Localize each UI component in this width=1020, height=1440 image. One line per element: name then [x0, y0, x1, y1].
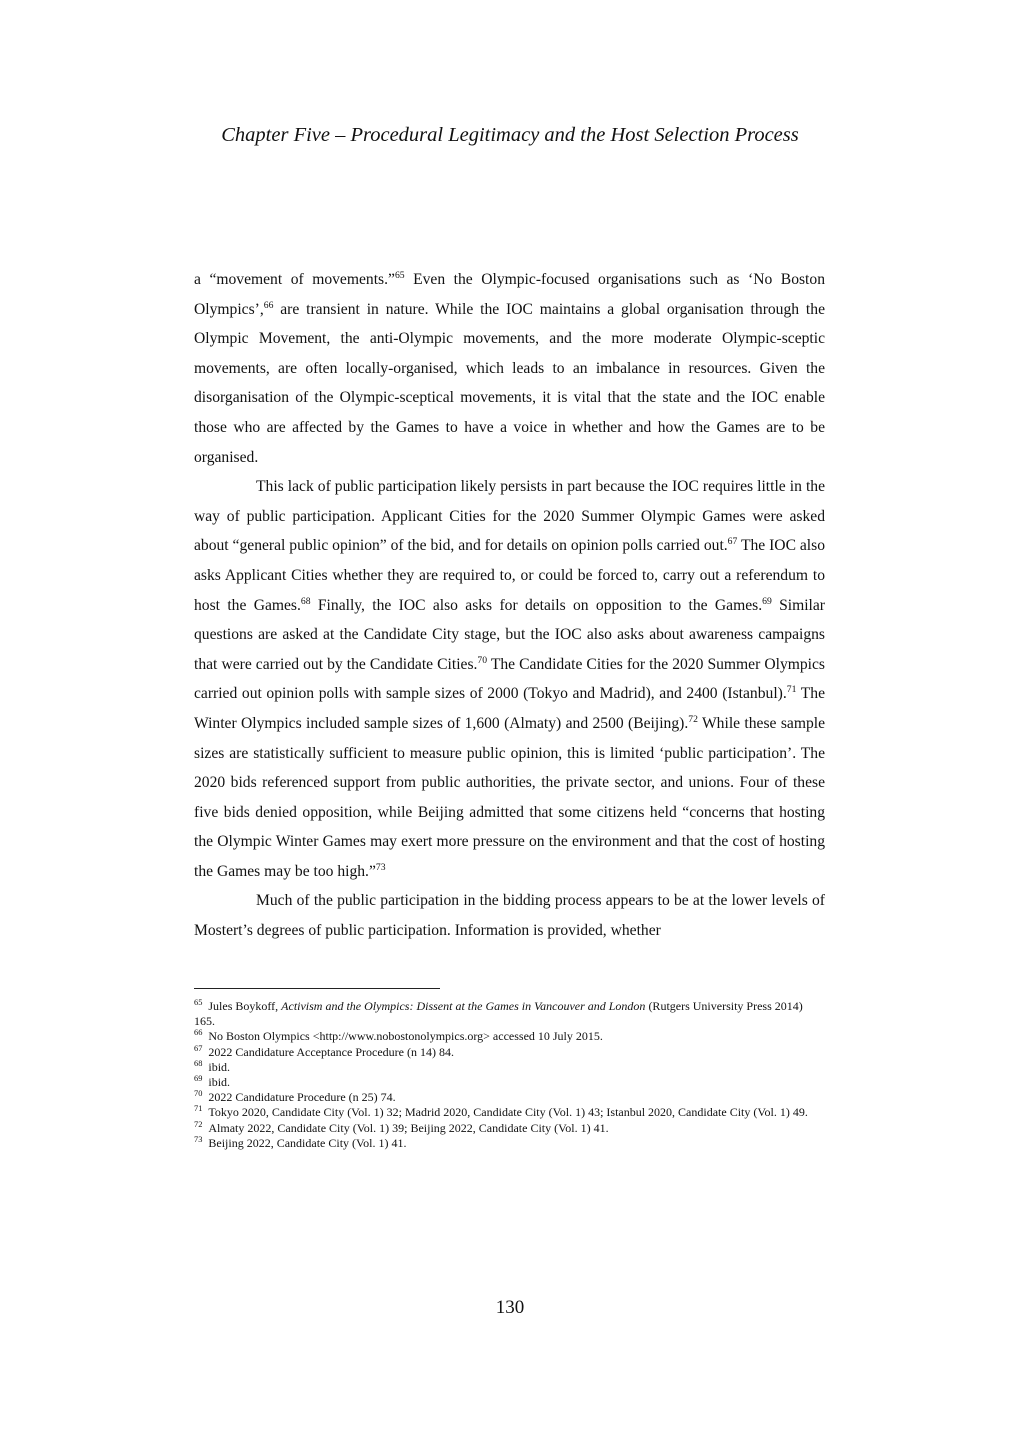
text-run: The Candidate Cities for the 2020 Summer Olympics carried out opinion polls with sample sizes of 2000 (Tokyo and Madrid), and 2400 (Istanbul).: [194, 655, 825, 703]
footnote-ref-70[interactable]: 70: [477, 654, 488, 666]
footnote-ref-73[interactable]: 73: [375, 861, 386, 873]
footnote-text: Beijing 2022, Candidate City (Vol. 1) 41.: [208, 1135, 407, 1150]
footnote-67: [194, 1045, 825, 1060]
footnote-number: 69: [194, 1074, 203, 1084]
footnote-66: [194, 1029, 825, 1044]
text-run: The Winter Olympics included sample sizes of 1,600 (Almaty) and 2500 (Beijing).: [194, 685, 825, 732]
text-run: Finally, the IOC also asks for details on opposition to the Games.: [310, 596, 763, 614]
footnote-text: ibid.: [208, 1059, 231, 1074]
footnote-68: [194, 1060, 825, 1075]
footnote-text: 2022 Candidature Acceptance Procedure (n 14) 84.: [208, 1044, 454, 1059]
footnote-ref-72[interactable]: 72: [688, 713, 698, 725]
footnote-ref-66[interactable]: 66: [263, 299, 274, 311]
text-run: are transient in nature. While the IOC maintains a global organisation through the Olympic Movement, the anti-Olympic movements, and the more moderate Olympic-sceptic movements, are often locally-organised, which leads to an imbalance in resources. Given the disorganisation of the Olympic-sceptical movements, it is vital that the state and the IOC enable those who are affected by the Games to have a voice in whether and how the Games are to be organised.: [194, 300, 825, 466]
page-number: 130: [495, 1297, 525, 1318]
text-run: Much of the public participation in the bidding process appears to be at the lower levels of Mostert’s degrees of public participation. Information is provided, whether: [194, 892, 825, 940]
footnote-ref-65[interactable]: 65: [394, 269, 405, 281]
footnote-text: ibid.: [208, 1075, 231, 1090]
footnote-separator: [194, 988, 440, 989]
footnote-71: [194, 1105, 825, 1120]
footnote-text: Tokyo 2020, Candidate City (Vol. 1) 32; Madrid 2020, Candidate City (Vol. 1) 43; Istanbul 2020, Candidate City (Vol. 1) 49.: [208, 1105, 808, 1120]
text-run: While these sample sizes are statistically sufficient to measure public opinion, this is limited ‘public participation’. The 2020 bids referenced support from public authorities, the private sector, and unions. Four of these five bids denied opposition, while Beijing admitted that some citizens held “concerns that hosting the Olympic Winter Games may exert more pressure on the environment and that the cost of hosting the Games may be too high.”: [194, 714, 825, 880]
footnote-ref-68[interactable]: 68: [300, 595, 311, 607]
footnote-text[interactable]: No Boston Olympics <http://www.nobostonolympics.org> accessed 10 July 2015.: [208, 1029, 603, 1044]
text-run: Even the Olympic-focused organisations such as ‘No Boston Olympics’,: [194, 271, 825, 318]
footnote-text: Jules Boykoff,: [208, 999, 282, 1013]
footnote-number: 72: [194, 1119, 203, 1129]
footnote-text: (Rutgers University Press 2014) 165.: [194, 999, 803, 1029]
text-run: This lack of public participation likely persists in part because the IOC requires little in the way of public participation. Applicant Cities for the 2020 Summer Olympic Games were asked about “general public opinion” of the bid, and for details on opinion polls carried out.: [194, 478, 825, 555]
footnote-65: [194, 999, 825, 1029]
footnote-number: 73: [194, 1134, 203, 1144]
footnote-number: 66: [194, 1028, 203, 1038]
footnote-number: 71: [194, 1104, 203, 1114]
footnote-number: 67: [194, 1043, 203, 1053]
footnote-number: 68: [194, 1058, 203, 1068]
running-header: Chapter Five – Procedural Legitimacy and the Host Selection Process: [221, 124, 799, 146]
footnote-number: 70: [194, 1089, 203, 1099]
paragraph-3: [194, 886, 825, 945]
footnote-72: [194, 1121, 825, 1136]
footnote-text: Almaty 2022, Candidate City (Vol. 1) 39; Beijing 2022, Candidate City (Vol. 1) 41.: [208, 1120, 609, 1135]
footnote-number: 65: [194, 998, 203, 1007]
text-run: a “movement of movements.”: [194, 271, 395, 288]
text-run: The IOC also asks Applicant Cities whether they are required to, or could be forced to, carry out a referendum to host the Games.: [194, 537, 825, 614]
footnote-text: 2022 Candidature Procedure (n 25) 74.: [208, 1090, 396, 1105]
footnote-69: [194, 1075, 825, 1090]
footnote-73: [194, 1136, 825, 1151]
body-text: [194, 265, 825, 946]
footnote-title: Activism and the Olympics: Dissent at the Games in Vancouver and London: [281, 999, 646, 1013]
footnote-ref-71[interactable]: 71: [786, 684, 797, 696]
paragraph-1: [194, 265, 825, 472]
footnote-70: [194, 1090, 825, 1105]
footnotes: [194, 999, 825, 1151]
footnote-ref-67[interactable]: 67: [727, 536, 738, 548]
paragraph-2: [194, 472, 825, 886]
footnote-ref-69[interactable]: 69: [762, 595, 772, 607]
text-run: Similar questions are asked at the Candidate City stage, but the IOC also asks about awareness campaigns that were carried out by the Candidate Cities.: [194, 596, 826, 673]
